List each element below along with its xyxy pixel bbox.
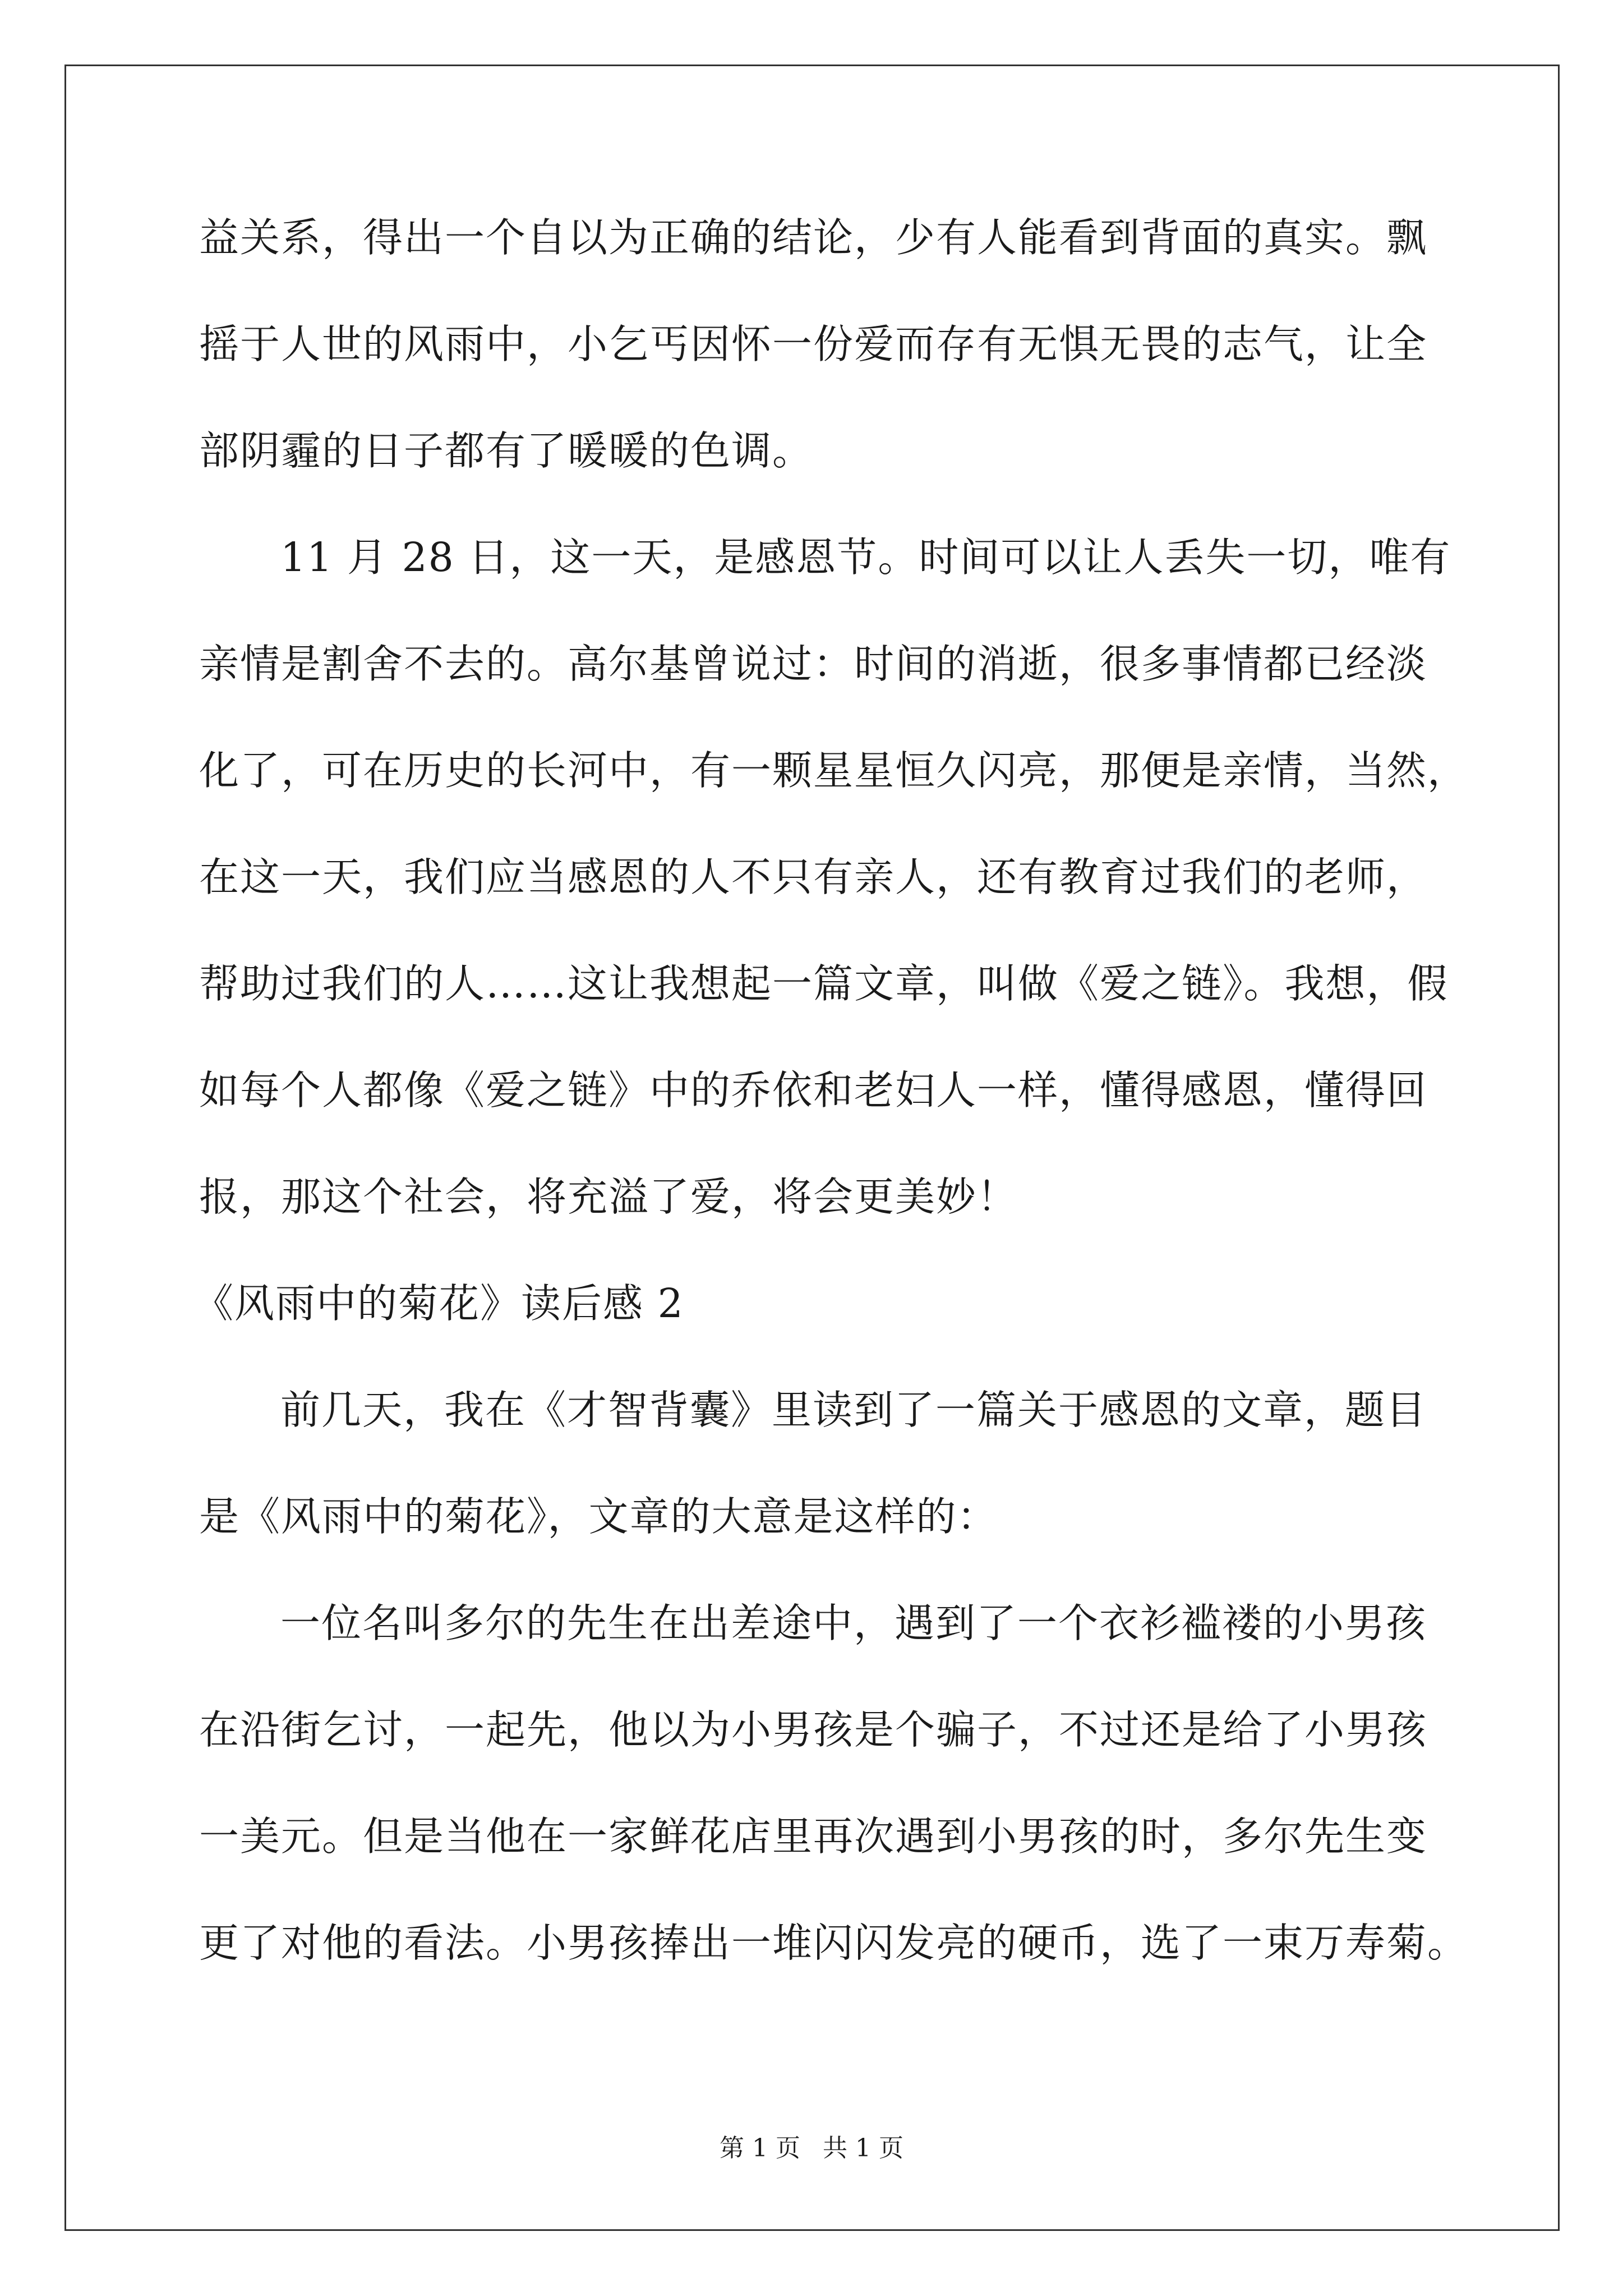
page-footer <box>0 2128 1623 2164</box>
text-line: 报，那这个社会，将充溢了爱，将会更美妙！ <box>199 1174 1018 1220</box>
text-line: 亲情是割舍不去的。高尔基曾说过：时间的消逝，很多事情都已经淡 <box>199 641 1428 687</box>
text-line: 一美元。但是当他在一家鲜花店里再次遇到小男孩的时，多尔先生变 <box>199 1813 1428 1860</box>
paragraph-start-line: 一位名叫多尔的先生在出差途中，遇到了一个衣衫褴褛的小男孩 <box>280 1600 1427 1646</box>
page-number: 第 1 页 <box>720 2134 800 2162</box>
document-body <box>193 214 1469 2030</box>
text-line: 摇于人世的风雨中，小乞丐因怀一份爱而存有无惧无畏的志气，让全 <box>199 321 1428 367</box>
text-line: 益关系，得出一个自以为正确的结论，少有人能看到背面的真实。飘 <box>199 214 1428 261</box>
text-line: 更了对他的看法。小男孩捧出一堆闪闪发亮的硬币，选了一束万寿菊。 <box>199 1920 1469 1966</box>
paragraph-start-line: 11 月 28 日，这一天，是感恩节。时间可以让人丢失一切，唯有 <box>280 534 1451 581</box>
paragraph-start-line: 前几天，我在《才智背囊》里读到了一篇关于感恩的文章，题目 <box>280 1387 1427 1433</box>
text-line: 在沿街乞讨，一起先，他以为小男孩是个骗子，不过还是给了小男孩 <box>199 1706 1428 1753</box>
text-line: 在这一天，我们应当感恩的人不只有亲人，还有教育过我们的老师， <box>199 854 1428 900</box>
section-title: 《风雨中的菊花》读后感 2 <box>193 1280 684 1327</box>
text-line: 化了，可在历史的长河中，有一颗星星恒久闪亮，那便是亲情，当然， <box>199 747 1469 794</box>
text-line: 部阴霾的日子都有了暖暖的色调。 <box>199 427 814 474</box>
text-line: 如每个人都像《爱之链》中的乔依和老妇人一样，懂得感恩，懂得回 <box>199 1067 1428 1114</box>
text-line: 帮助过我们的人……这让我想起一篇文章，叫做《爱之链》。我想，假 <box>199 960 1449 1007</box>
page-total: 共 1 页 <box>823 2134 903 2162</box>
text-line: 是《风雨中的菊花》，文章的大意是这样的： <box>199 1493 998 1540</box>
